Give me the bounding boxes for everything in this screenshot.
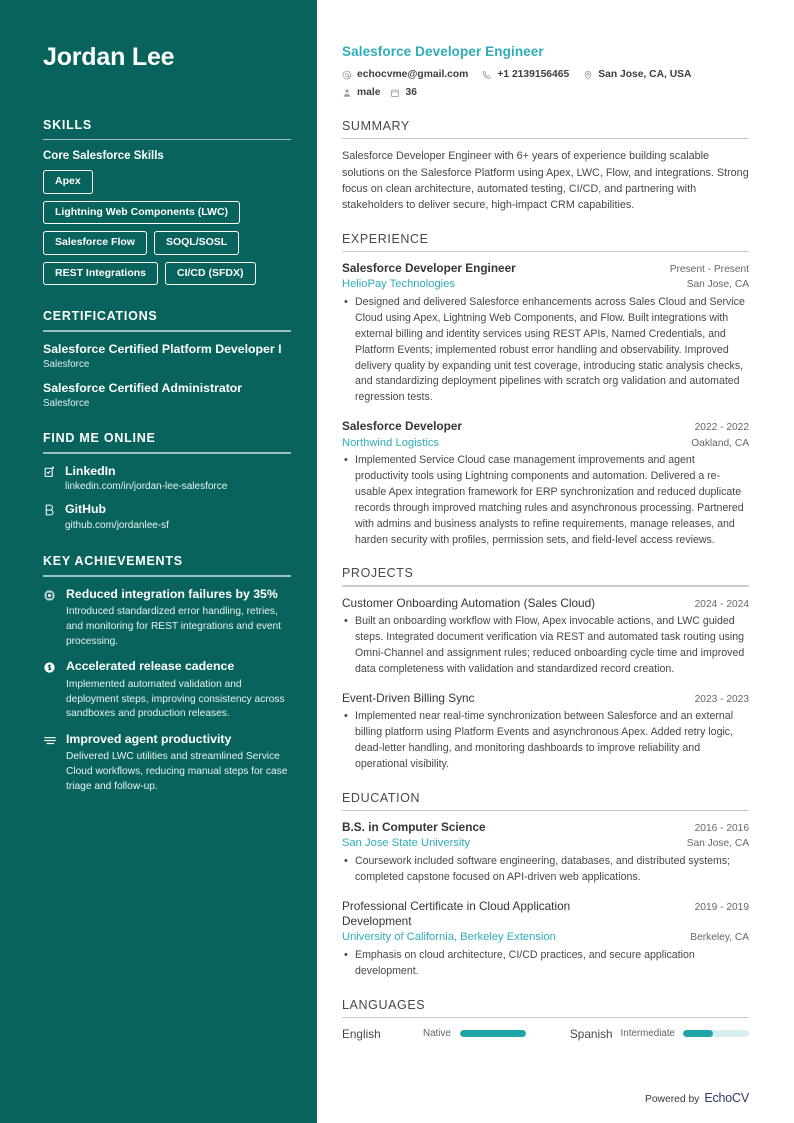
github-icon xyxy=(43,502,65,517)
link-url[interactable]: github.com/jordanlee-sf xyxy=(65,520,169,532)
skills-divider xyxy=(43,139,291,141)
certification-issuer: Salesforce xyxy=(43,398,90,410)
certifications-heading: CERTIFICATIONS xyxy=(43,309,158,323)
skill-chip: CI/CD (SFDX) xyxy=(165,262,256,286)
contact-email-value: echocvme@gmail.com xyxy=(357,69,469,80)
bullet-item: • Coursework included software engineering, databases, and distributed systems; completed capstone focused on API-driven web applications. xyxy=(342,854,749,886)
bullet-item: • Built an onboarding workflow with Flow, Apex invocable actions, and LWC guided steps. Integrated document verification via REST and automated task routing using Omni-Channel and assignment rules; reduced onboarding cycle time and improved data completeness with validation and standardized record creation. xyxy=(342,614,749,678)
sidebar xyxy=(0,0,317,1123)
experience-location: San Jose, CA xyxy=(686,279,749,291)
education-degree: B.S. in Computer Science xyxy=(342,819,486,834)
find-me-online-heading: FIND ME ONLINE xyxy=(43,431,156,446)
contact-phone[interactable] xyxy=(482,67,569,82)
skill-chip: REST Integrations xyxy=(43,262,158,286)
certification-item xyxy=(43,342,291,370)
link-label: LinkedIn xyxy=(65,463,116,478)
achievement-description: Introduced standardized error handling, retries, and monitoring for REST integrations and event processing. xyxy=(66,606,282,647)
achievement-title: Reduced integration failures by 35% xyxy=(66,586,278,601)
contact-location xyxy=(583,67,691,82)
education-location: San Jose, CA xyxy=(686,838,749,850)
experience-title: Salesforce Developer Engineer xyxy=(342,261,516,276)
experience-bullets xyxy=(342,453,749,548)
experience-bullets xyxy=(342,295,749,406)
achievement-text-block xyxy=(66,659,291,722)
project-title: Event-Driven Billing Sync xyxy=(342,690,475,705)
footer-brand-name: EchoCV xyxy=(704,1091,749,1105)
contact-phone-value: +1 2139156465 xyxy=(497,69,570,80)
education-location: Berkeley, CA xyxy=(690,932,749,944)
section-languages xyxy=(342,998,749,1041)
project-title: Customer Onboarding Automation (Sales Cloud) xyxy=(342,595,596,610)
experience-organization: HelioPay Technologies xyxy=(342,278,455,291)
experience-item-header xyxy=(342,261,749,276)
languages-heading: LANGUAGES xyxy=(342,997,426,1012)
languages-divider xyxy=(342,1017,749,1018)
email-icon xyxy=(342,70,352,80)
education-date: 2016 - 2016 xyxy=(694,822,749,834)
dollar-circle-icon xyxy=(43,659,66,674)
language-level: Native xyxy=(423,1028,451,1040)
education-bullets xyxy=(342,948,749,980)
certification-title: Salesforce Certified Administrator xyxy=(43,380,243,395)
achievement-item xyxy=(43,587,291,650)
chip-icon xyxy=(43,587,66,602)
education-item xyxy=(342,899,749,980)
education-divider xyxy=(342,810,749,811)
contact-email[interactable] xyxy=(342,67,468,82)
key-achievements-divider xyxy=(43,575,291,577)
project-item xyxy=(342,691,749,773)
education-item xyxy=(342,820,749,886)
experience-title: Salesforce Developer xyxy=(342,419,462,434)
achievement-item xyxy=(43,659,291,722)
section-summary xyxy=(342,119,749,214)
phone-icon xyxy=(482,70,492,80)
skills-group-title: Core Salesforce Skills xyxy=(43,150,164,162)
language-proficiency-bar xyxy=(460,1030,526,1037)
projects-divider xyxy=(342,585,749,586)
skill-chip: SOQL/SOSL xyxy=(154,231,239,255)
language-item-english xyxy=(342,1027,570,1041)
achievement-item xyxy=(43,732,291,795)
project-item-header xyxy=(342,596,749,611)
contact-gender xyxy=(342,85,380,100)
candidate-name: Jordan Lee xyxy=(43,43,175,71)
experience-organization: Northwind Logistics xyxy=(342,436,440,449)
education-heading: EDUCATION xyxy=(342,790,421,805)
project-bullets xyxy=(342,614,749,678)
project-item-header xyxy=(342,691,749,706)
section-experience xyxy=(342,232,749,549)
summary-divider xyxy=(342,138,749,139)
contact-line-secondary xyxy=(342,85,749,100)
sidebar-section-skills xyxy=(43,118,291,286)
skill-chip-list xyxy=(43,170,291,285)
achievement-text-block xyxy=(66,732,291,795)
language-name: English xyxy=(342,1026,381,1041)
project-date: 2023 - 2023 xyxy=(694,693,749,705)
project-date: 2024 - 2024 xyxy=(694,598,749,610)
contact-location-value: San Jose, CA, USA xyxy=(598,69,692,80)
education-item-subheader xyxy=(342,930,749,945)
link-item-linkedin[interactable] xyxy=(43,464,291,494)
contact-age-value: 36 xyxy=(405,87,417,99)
achievement-title: Improved agent productivity xyxy=(66,732,232,747)
contact-age xyxy=(390,85,416,100)
language-level: Intermediate xyxy=(620,1028,675,1040)
skill-chip: Apex xyxy=(43,170,93,194)
education-item-header xyxy=(342,820,749,835)
section-education xyxy=(342,791,749,980)
experience-date: 2022 - 2022 xyxy=(694,422,749,434)
language-name: Spanish xyxy=(569,1026,613,1041)
education-school: San Jose State University xyxy=(342,837,471,850)
skill-chip: Salesforce Flow xyxy=(43,231,147,255)
link-item-github[interactable] xyxy=(43,502,291,532)
summary-text: Salesforce Developer Engineer with 6+ years of experience building scalable solutions on the Salesforce Platform using Apex, LWC, Flow, and integrations. Strong focus on clean architecture, automated testing, CI/CD, and partnering with stakeholders to deliver secure, high-impact CRM capabilities. xyxy=(342,150,749,212)
contact-line-primary xyxy=(342,67,749,82)
education-date: 2019 - 2019 xyxy=(694,901,749,913)
bullet-item: • Designed and delivered Salesforce enhancements across Sales Cloud and Service Cloud using Apex, Lightning Web Components, and Flow. Built integrations with external billing and identity services using REST APIs, Named Credentials, and Platform Events; implemented robust error handling and observability. Improved delivery quality by expanding unit test coverage, introducing static analysis checks, and standardizing deployment pipelines with scratch org validation and automated regression tests. xyxy=(342,295,749,406)
education-item-header xyxy=(342,899,749,930)
education-bullets xyxy=(342,854,749,886)
experience-item xyxy=(342,261,749,406)
bullet-item: • Implemented Service Cloud case management improvements and agent productivity tools using Lightning components and automation. Delivered a re-usable Apex integration framework for ERP synchronization and reduced duplicate records through improved matching rules and asynchronous processing. Partnered with admins and business analysts to refine requirements, manage releases, and harden security with profiles, permission sets, and field-level access reviews. xyxy=(342,453,749,548)
summary-heading: SUMMARY xyxy=(342,118,410,133)
link-text-block xyxy=(65,464,227,494)
link-label: GitHub xyxy=(65,502,106,517)
section-projects xyxy=(342,566,749,772)
calendar-icon xyxy=(390,88,400,98)
experience-item-header xyxy=(342,419,749,434)
bullet-item: • Emphasis on cloud architecture, CI/CD practices, and secure application development. xyxy=(342,948,749,980)
linkedin-icon xyxy=(43,464,65,478)
project-bullets xyxy=(342,709,749,773)
bullet-item: • Implemented near real-time synchronization between Salesforce and an external billing platform using Platform Events and asynchronous Apex. Added retry logic, dead-letter handling, and monitoring dashboards to improve reliability and operational visibility. xyxy=(342,709,749,773)
projects-heading: PROJECTS xyxy=(342,566,414,581)
key-achievements-heading: KEY ACHIEVEMENTS xyxy=(43,554,183,569)
skills-heading: SKILLS xyxy=(43,117,92,132)
footer-branding xyxy=(645,1091,749,1105)
link-text-block xyxy=(65,502,169,532)
experience-date: Present - Present xyxy=(669,264,749,276)
education-school: University of California, Berkeley Extension xyxy=(342,931,556,944)
main-content xyxy=(317,0,794,1123)
languages-row xyxy=(342,1027,749,1041)
sidebar-section-find-me-online xyxy=(43,431,291,532)
certifications-divider xyxy=(43,330,291,332)
experience-item-subheader xyxy=(342,436,749,451)
experience-heading: EXPERIENCE xyxy=(342,231,429,246)
education-degree: Professional Certificate in Cloud Application Development xyxy=(342,898,571,928)
lines-icon xyxy=(43,732,66,746)
sidebar-section-certifications xyxy=(43,309,291,409)
experience-divider xyxy=(342,251,749,252)
achievement-description: Implemented automated validation and deployment steps, improving consistency across sandboxes and production releases. xyxy=(66,678,285,720)
find-me-online-divider xyxy=(43,452,291,454)
education-item-subheader xyxy=(342,836,749,851)
contact-gender-value: male xyxy=(357,87,381,99)
experience-item xyxy=(342,419,749,548)
experience-item-subheader xyxy=(342,277,749,292)
person-icon xyxy=(342,88,352,98)
experience-location: Oakland, CA xyxy=(691,437,749,449)
achievement-title: Accelerated release cadence xyxy=(66,659,235,674)
sidebar-section-key-achievements xyxy=(43,554,291,795)
project-item xyxy=(342,596,749,678)
certification-title: Salesforce Certified Platform Developer I xyxy=(43,341,282,356)
certification-item xyxy=(43,381,291,409)
language-proficiency-bar xyxy=(683,1030,749,1037)
location-icon xyxy=(583,70,593,80)
language-item-spanish xyxy=(570,1027,749,1041)
achievement-text-block xyxy=(66,587,291,650)
achievement-description: Delivered LWC utilities and streamlined Service Cloud workflows, reducing manual steps for case triage and follow-up. xyxy=(66,751,288,793)
certification-issuer: Salesforce xyxy=(43,358,90,370)
skill-chip: Lightning Web Components (LWC) xyxy=(43,201,240,225)
headline-job-title: Salesforce Developer Engineer xyxy=(342,44,544,59)
link-url[interactable]: linkedin.com/in/jordan-lee-salesforce xyxy=(65,481,228,493)
footer-powered-by-text: Powered by xyxy=(644,1094,700,1105)
